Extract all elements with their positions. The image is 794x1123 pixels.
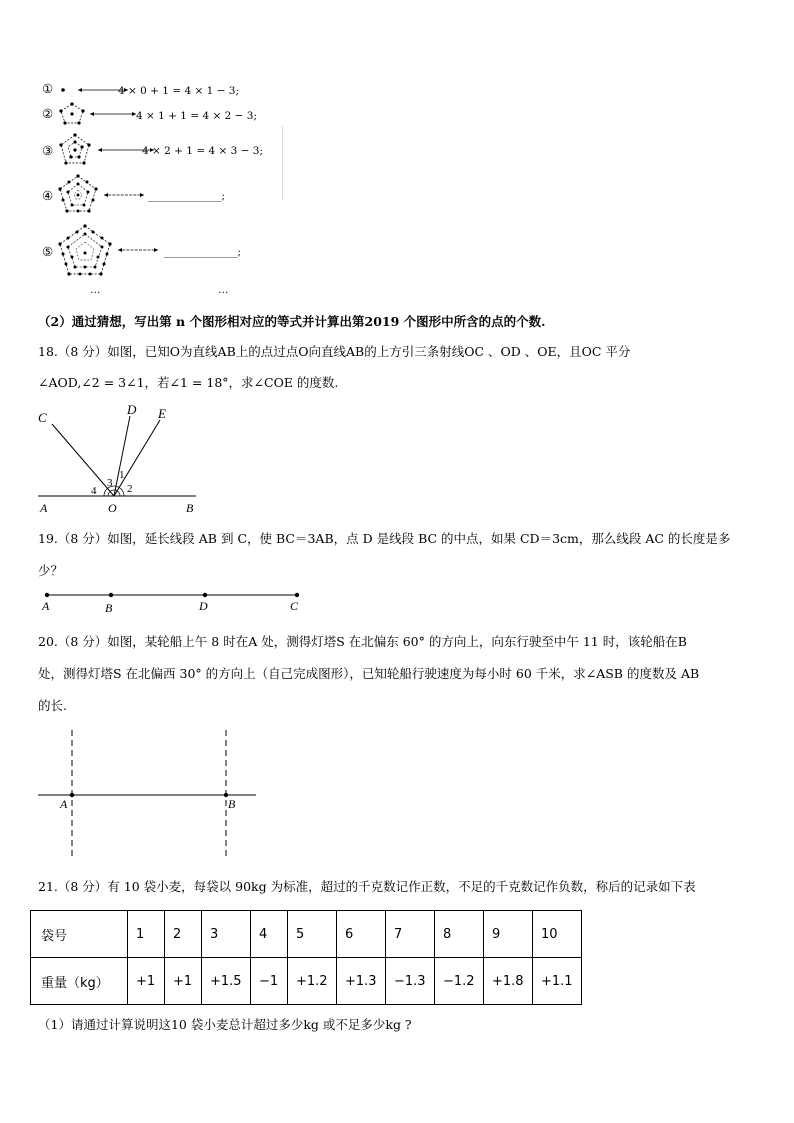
row-number: ④ [42,188,54,203]
table-cell: 8 [435,911,484,958]
label-C: C [290,599,299,613]
figure-divider [282,126,283,200]
table-cell: 2 [165,911,202,958]
angle-4: 4 [91,485,97,497]
table-cell: +1 [165,958,202,1005]
table-cell: +1.1 [533,958,582,1005]
row-number: ① [42,81,54,96]
table-cell: +1 [128,958,165,1005]
q17-part2: （2）通过猜想，写出第 n 个图形相对应的等式并计算出第2019 个图形中所含的点的个数. [38,314,546,329]
label-B: B [186,501,194,515]
q20-line2: 处，测得灯塔S 在北偏西 30° 的方向上（自己完成图形），已知轮船行驶速度为每小时 60 千米，求∠ASB 的度数及 AB [38,666,700,681]
q18-angle-diagram [30,400,210,520]
q20-line1: 20.（8 分）如图，某轮船上午 8 时在A 处，测得灯塔S 在北偏东 60° 的方向上，向东行驶至中午 11 时，该轮船在B [38,634,687,649]
q21-part1: （1）请通过计算说明这10 袋小麦总计超过多少kg 或不足多少kg ? [38,1017,412,1032]
q18-line1: 18.（8 分）如图，已知O为直线AB上的点过点O向直线AB的上方引三条射线OC 、OD 、OE，且OC 平分 [38,344,631,359]
table-cell: 4 [251,911,288,958]
table-cell: −1 [251,958,288,1005]
label-D: D [199,599,208,613]
label-B: B [228,797,236,811]
label-A: A [60,797,68,811]
label-A: A [42,599,50,613]
q20-ship-diagram [36,728,266,862]
q19-line1: 19.（8 分）如图，延长线段 AB 到 C，使 BC＝3AB，点 D 是线段 BC 的中点，如果 CD＝3cm，那么线段 AC 的长度是多 [38,531,731,546]
ellipsis-left: … [90,284,101,296]
label-E: E [158,406,166,421]
equation-3: 4 × 2 + 1 = 4 × 3 − 3; [142,145,263,157]
ellipsis-right: … [218,284,229,296]
table-cell: 6 [337,911,386,958]
table-cell: 9 [484,911,533,958]
q21-weight-table [30,910,582,1005]
table-cell: +1.2 [288,958,337,1005]
label-D: D [127,402,137,417]
q18-line2: ∠AOD,∠2 = 3∠1，若∠1 = 18°，求∠COE 的度数. [38,375,339,390]
angle-1: 1 [119,469,125,481]
table-cell: 7 [386,911,435,958]
q19-segment-diagram [38,586,308,618]
table-cell: +1.8 [484,958,533,1005]
label-O: O [108,501,117,515]
table-cell: +1.5 [202,958,251,1005]
table-cell: −1.2 [435,958,484,1005]
table-cell: −1.3 [386,958,435,1005]
figure-sequence [38,76,298,296]
table-cell: 10 [533,911,582,958]
equation-1: 4 × 0 + 1 = 4 × 1 − 3; [118,85,239,97]
label-C: C [38,410,47,425]
equation-4-blank: ______________; [148,190,226,202]
equation-5-blank: ______________; [164,246,242,258]
angle-3: 3 [107,477,113,489]
table-header-bag: 袋号 [31,911,128,958]
table-row-weight [31,958,582,1005]
table-cell: 5 [288,911,337,958]
table-header-weight: 重量（kg） [31,958,128,1005]
q21-line1: 21.（8 分）有 10 袋小麦，每袋以 90kg 为标准，超过的千克数记作正数，不足的千克数记作负数，称后的记录如下表 [38,879,696,894]
table-cell: +1.3 [337,958,386,1005]
angle-2: 2 [127,483,133,495]
label-B: B [105,601,113,615]
table-row-bag-number [31,911,582,958]
q19-line2: 少？ [38,563,64,578]
row-number: ③ [42,143,54,158]
table-cell: 1 [128,911,165,958]
equation-2: 4 × 1 + 1 = 4 × 2 − 3; [136,110,257,122]
label-A: A [40,501,48,515]
q20-line3: 的长. [38,698,67,713]
row-number: ⑤ [42,244,54,259]
table-cell: 3 [202,911,251,958]
row-number: ② [42,106,54,121]
